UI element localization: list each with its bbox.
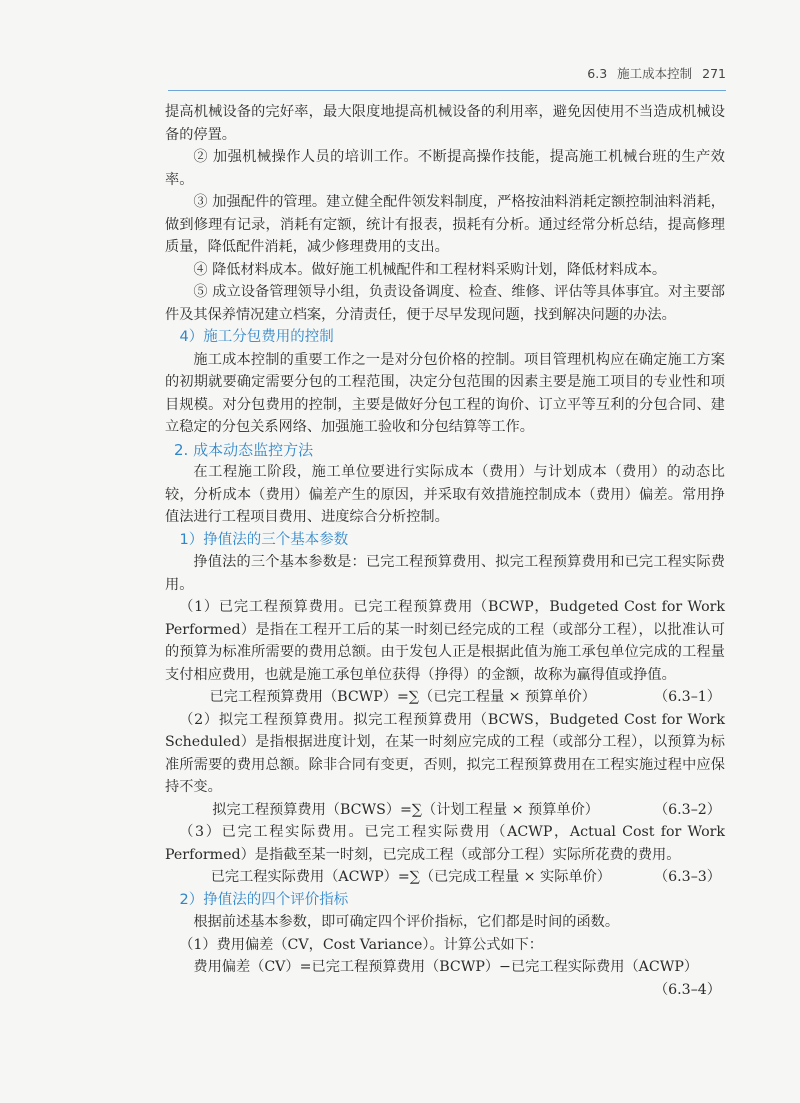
subsection-heading: 1）挣值法的三个基本参数 xyxy=(179,531,349,548)
formula-text: 已完工程预算费用（BCWP）=∑（已完工程量 × 预算单价） xyxy=(209,689,596,705)
section-heading: 2. 成本动态监控方法 xyxy=(174,440,314,459)
paragraph: 根据前述基本参数，即可确定四个评价指标，它们都是时间的函数。 xyxy=(193,914,620,930)
running-header xyxy=(168,60,726,91)
paragraph: ② 加强机械操作人员的培训工作。不断提高操作技能，提高施工机械台班的生产效率。 xyxy=(165,149,725,188)
formula xyxy=(165,866,725,889)
formula-text: 费用偏差（CV）=已完工程预算费用（BCWP）−已完工程实际费用（ACWP） xyxy=(193,959,699,975)
paragraph: （2）拟完工程预算费用。拟完工程预算费用（BCWS，Budgeted Cost for Work Scheduled）是指根据进度计划，在某一时刻应完成的工程（或部分工程），以预算为标准所需要的费用总额。除非合同有变更，否则，拟完工程预算费用在工程实施过程中应保持不变。 xyxy=(165,711,725,795)
formula-number: （6.3–1） xyxy=(653,689,721,705)
paragraph: 施工成本控制的重要工作之一是对分包价格的控制。项目管理机构应在确定施工方案的初期就要确定需要分包的工程范围，决定分包范围的因素主要是施工项目的专业性和项目规模。对分包费用的控制，主要是做好分包工程的询价、订立平等互利的分包合同、建立稳定的分包关系网络、加强施工验收和分包结算等工作。 xyxy=(165,351,725,435)
formula-number: （6.3–4） xyxy=(653,981,721,998)
paragraph: ④ 降低材料成本。做好施工机械配件和工程材料采购计划，降低材料成本。 xyxy=(193,261,667,278)
formula-number: （6.3–3） xyxy=(653,869,721,885)
subsection-heading: 4）施工分包费用的控制 xyxy=(179,329,334,345)
header-text xyxy=(581,64,726,82)
paragraph: ③ 加强配件的管理。建立健全配件领发料制度，严格按油料消耗定额控制油料消耗，做到修理有记录，消耗有定额，统计有报表，损耗有分析。通过经常分析总结，提高修理质量，降低配件消耗，减少修理费用的支出。 xyxy=(165,194,725,255)
paragraph: （1）已完工程预算费用。已完工程预算费用（BCWP，Budgeted Cost for Work Performed）是指在工程开工后的某一时刻已经完成的工程（或部分工程），以批准认可的预算为标准所需要的费用总额。由于发包人正是根据此值为施工承包单位完成的工程量支付相应费用，也就是施工承包单位获得（挣得）的金额，故称为赢得值或挣值。 xyxy=(165,599,725,683)
paragraph: 挣值法的三个基本参数是：已完工程预算费用、拟完工程预算费用和已完工程实际费用。 xyxy=(165,554,725,593)
paragraph: 在工程施工阶段，施工单位要进行实际成本（费用）与计划成本（费用）的动态比较，分析成本（费用）偏差产生的原因，并采取有效措施控制成本（费用）偏差。常用挣值法进行工程项目费用、进度综合分析控制。 xyxy=(165,464,725,525)
formula xyxy=(165,799,725,822)
formula xyxy=(165,686,725,709)
section-title: 施工成本控制 xyxy=(617,66,693,81)
paragraph: ⑤ 成立设备管理领导小组，负责设备调度、检查、维修、评估等具体事宜。对主要部件及其保养情况建立档案，分清责任，便于尽早发现问题，找到解决问题的办法。 xyxy=(165,284,725,323)
paragraph: （3）已完工程实际费用。已完工程实际费用（ACWP，Actual Cost for Work Performed）是指截至某一时刻，已完成工程（或部分工程）实际所花费的费用。 xyxy=(165,824,725,863)
paragraph: （1）费用偏差（CV，Cost Variance）。计算公式如下： xyxy=(179,936,543,953)
formula-text: 拟完工程预算费用（BCWS）=∑（计划工程量 × 预算单价） xyxy=(212,801,599,818)
page-number: 271 xyxy=(702,66,726,81)
formula-number: （6.3–2） xyxy=(653,801,721,818)
body-text xyxy=(165,101,725,1001)
formula-text: 已完工程实际费用（ACWP）=∑（已完成工程量 × 实际单价） xyxy=(210,869,611,885)
paragraph: 提高机械设备的完好率，最大限度地提高机械设备的利用率，避免因使用不当造成机械设备的停置。 xyxy=(165,104,725,143)
section-number: 6.3 xyxy=(587,66,608,81)
subsection-heading: 2）挣值法的四个评价指标 xyxy=(179,891,349,908)
